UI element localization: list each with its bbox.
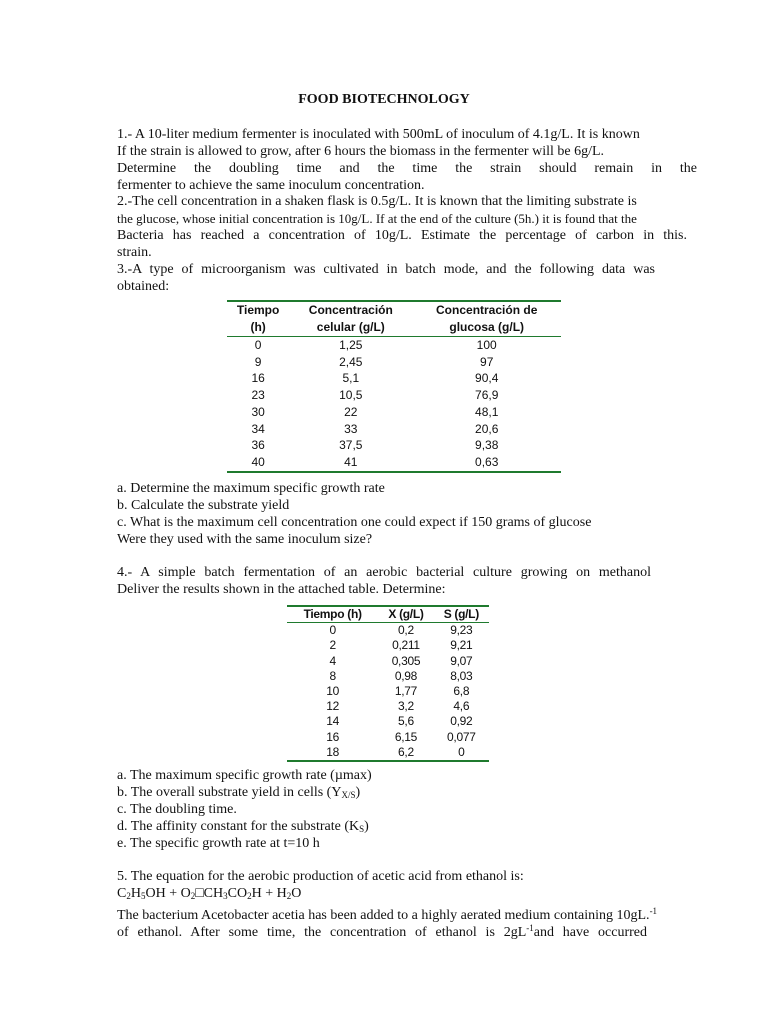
table-row: 14 5,6 0,92 — [326, 714, 473, 729]
table-row: 4 0,305 9,07 — [329, 653, 473, 668]
table-row: 12 3,2 4,6 — [326, 699, 470, 714]
problem5-intro: 5. The equation for the aerobic production of acetic acid from ethanol is: — [117, 869, 524, 884]
table1-header-glucose-conc: Concentración de glucosa (g/L) — [436, 303, 538, 334]
table2-header-time: Tiempo (h) — [303, 607, 362, 621]
problem2-line-4: strain. — [117, 245, 152, 260]
table1-header-cell-conc: Concentración celular (g/L) — [308, 303, 393, 334]
table-row: 10 1,77 6,8 — [326, 684, 470, 699]
table-row: 40 41 0,63 — [227, 454, 561, 472]
table-row: 23 10,5 76,9 — [251, 388, 499, 403]
problem3-question-c: c. What is the maximum cell concentration one could expect if 150 grams of glucose — [117, 515, 592, 530]
problem1-line-3: Determine the doubling time and the time the strain should remain in the — [117, 161, 697, 176]
table1-header-time: Tiempo (h) — [236, 303, 280, 334]
table-row: 36 37,5 9,38 — [251, 438, 499, 453]
problem4-question-e: e. The specific growth rate at t=10 h — [117, 836, 320, 851]
table-row: 34 33 20,6 — [251, 421, 499, 436]
table-row: 2 0,211 9,21 — [329, 638, 473, 653]
table2-header-x: X (g/L) — [388, 607, 424, 621]
problem1-line-4: fermenter to achieve the same inoculum concentration. — [117, 178, 425, 193]
problem5-equation: $C_2H_5OH$ + $O_2□CH_3CO_2H + H_2O$ — [117, 886, 302, 901]
growth-data-table — [227, 300, 561, 473]
table-row: 16 5,1 90,4 — [251, 371, 499, 386]
problem2-line-2: the glucose, whose initial concentration is 10g/L. If at the end of the culture (5h.) it is found that the — [117, 211, 637, 226]
problem4-line-2: Deliver the results shown in the attached table. Determine: — [117, 582, 446, 597]
problem5-line-2: of ethanol. After some time, the concentration of ethanol is $2gL^{-1}and$ have occurred — [117, 923, 648, 940]
table-row: 30 22 48,1 — [251, 404, 499, 419]
problem4-question-d: d. The affinity constant for the substrate $(K_S)$ — [117, 819, 369, 834]
table-row: 16 6,15 0,077 — [326, 729, 476, 744]
table2-header-s: S (g/L) — [443, 607, 479, 621]
fermentation-data-table — [287, 605, 489, 762]
problem1-line-1: 1.- A 10-liter medium fermenter is inoculated with 500mL of inoculum of 4.1g/L. It is known — [117, 127, 640, 142]
table-row: 0 0,2 9,23 — [329, 623, 473, 638]
problem3-line-2: obtained: — [117, 279, 170, 294]
problem4-question-a: a. The maximum specific growth rate (µmax) — [117, 768, 372, 783]
problem3-line-1: 3.-A type of microorganism was cultivated in batch mode, and the following data was — [117, 262, 655, 277]
problem3-question-c-cont: Were they used with the same inoculum size? — [117, 532, 373, 547]
page-title: FOOD BIOTECHNOLOGY — [298, 92, 470, 107]
problem1-line-2: If the strain is allowed to grow, after 6 hours the biomass in the fermenter will be 6g/L. — [117, 144, 605, 159]
problem4-question-b: b. The overall substrate yield in cells $(Y_{X/S})$ — [117, 785, 361, 800]
problem3-question-b: b. Calculate the substrate yield — [117, 498, 290, 513]
problem4-question-c: c. The doubling time. — [117, 802, 237, 817]
problem5-line-1: The bacterium Acetobacter acetia has been added to a highly aerated medium containing 10gL.$^{-1}$ — [117, 906, 658, 923]
problem4-line-1: 4.- A simple batch fermentation of an aerobic bacterial culture growing on methanol — [117, 565, 651, 580]
problem2-line-1: 2.-The cell concentration in a shaken flask is 0.5g/L. It is known that the limiting substrate is — [117, 194, 637, 209]
table-row: 18 6,2 0 — [287, 745, 489, 761]
problem2-line-3: Bacteria has reached a concentration of 10g/L. Estimate the percentage of carbon in this. — [117, 228, 687, 243]
table-row: 9 2,45 97 — [254, 354, 494, 369]
table-row: 8 0,98 8,03 — [329, 668, 473, 683]
table-row: 0 1,25 100 — [254, 338, 497, 352]
problem3-question-a: a. Determine the maximum specific growth rate — [117, 481, 385, 496]
